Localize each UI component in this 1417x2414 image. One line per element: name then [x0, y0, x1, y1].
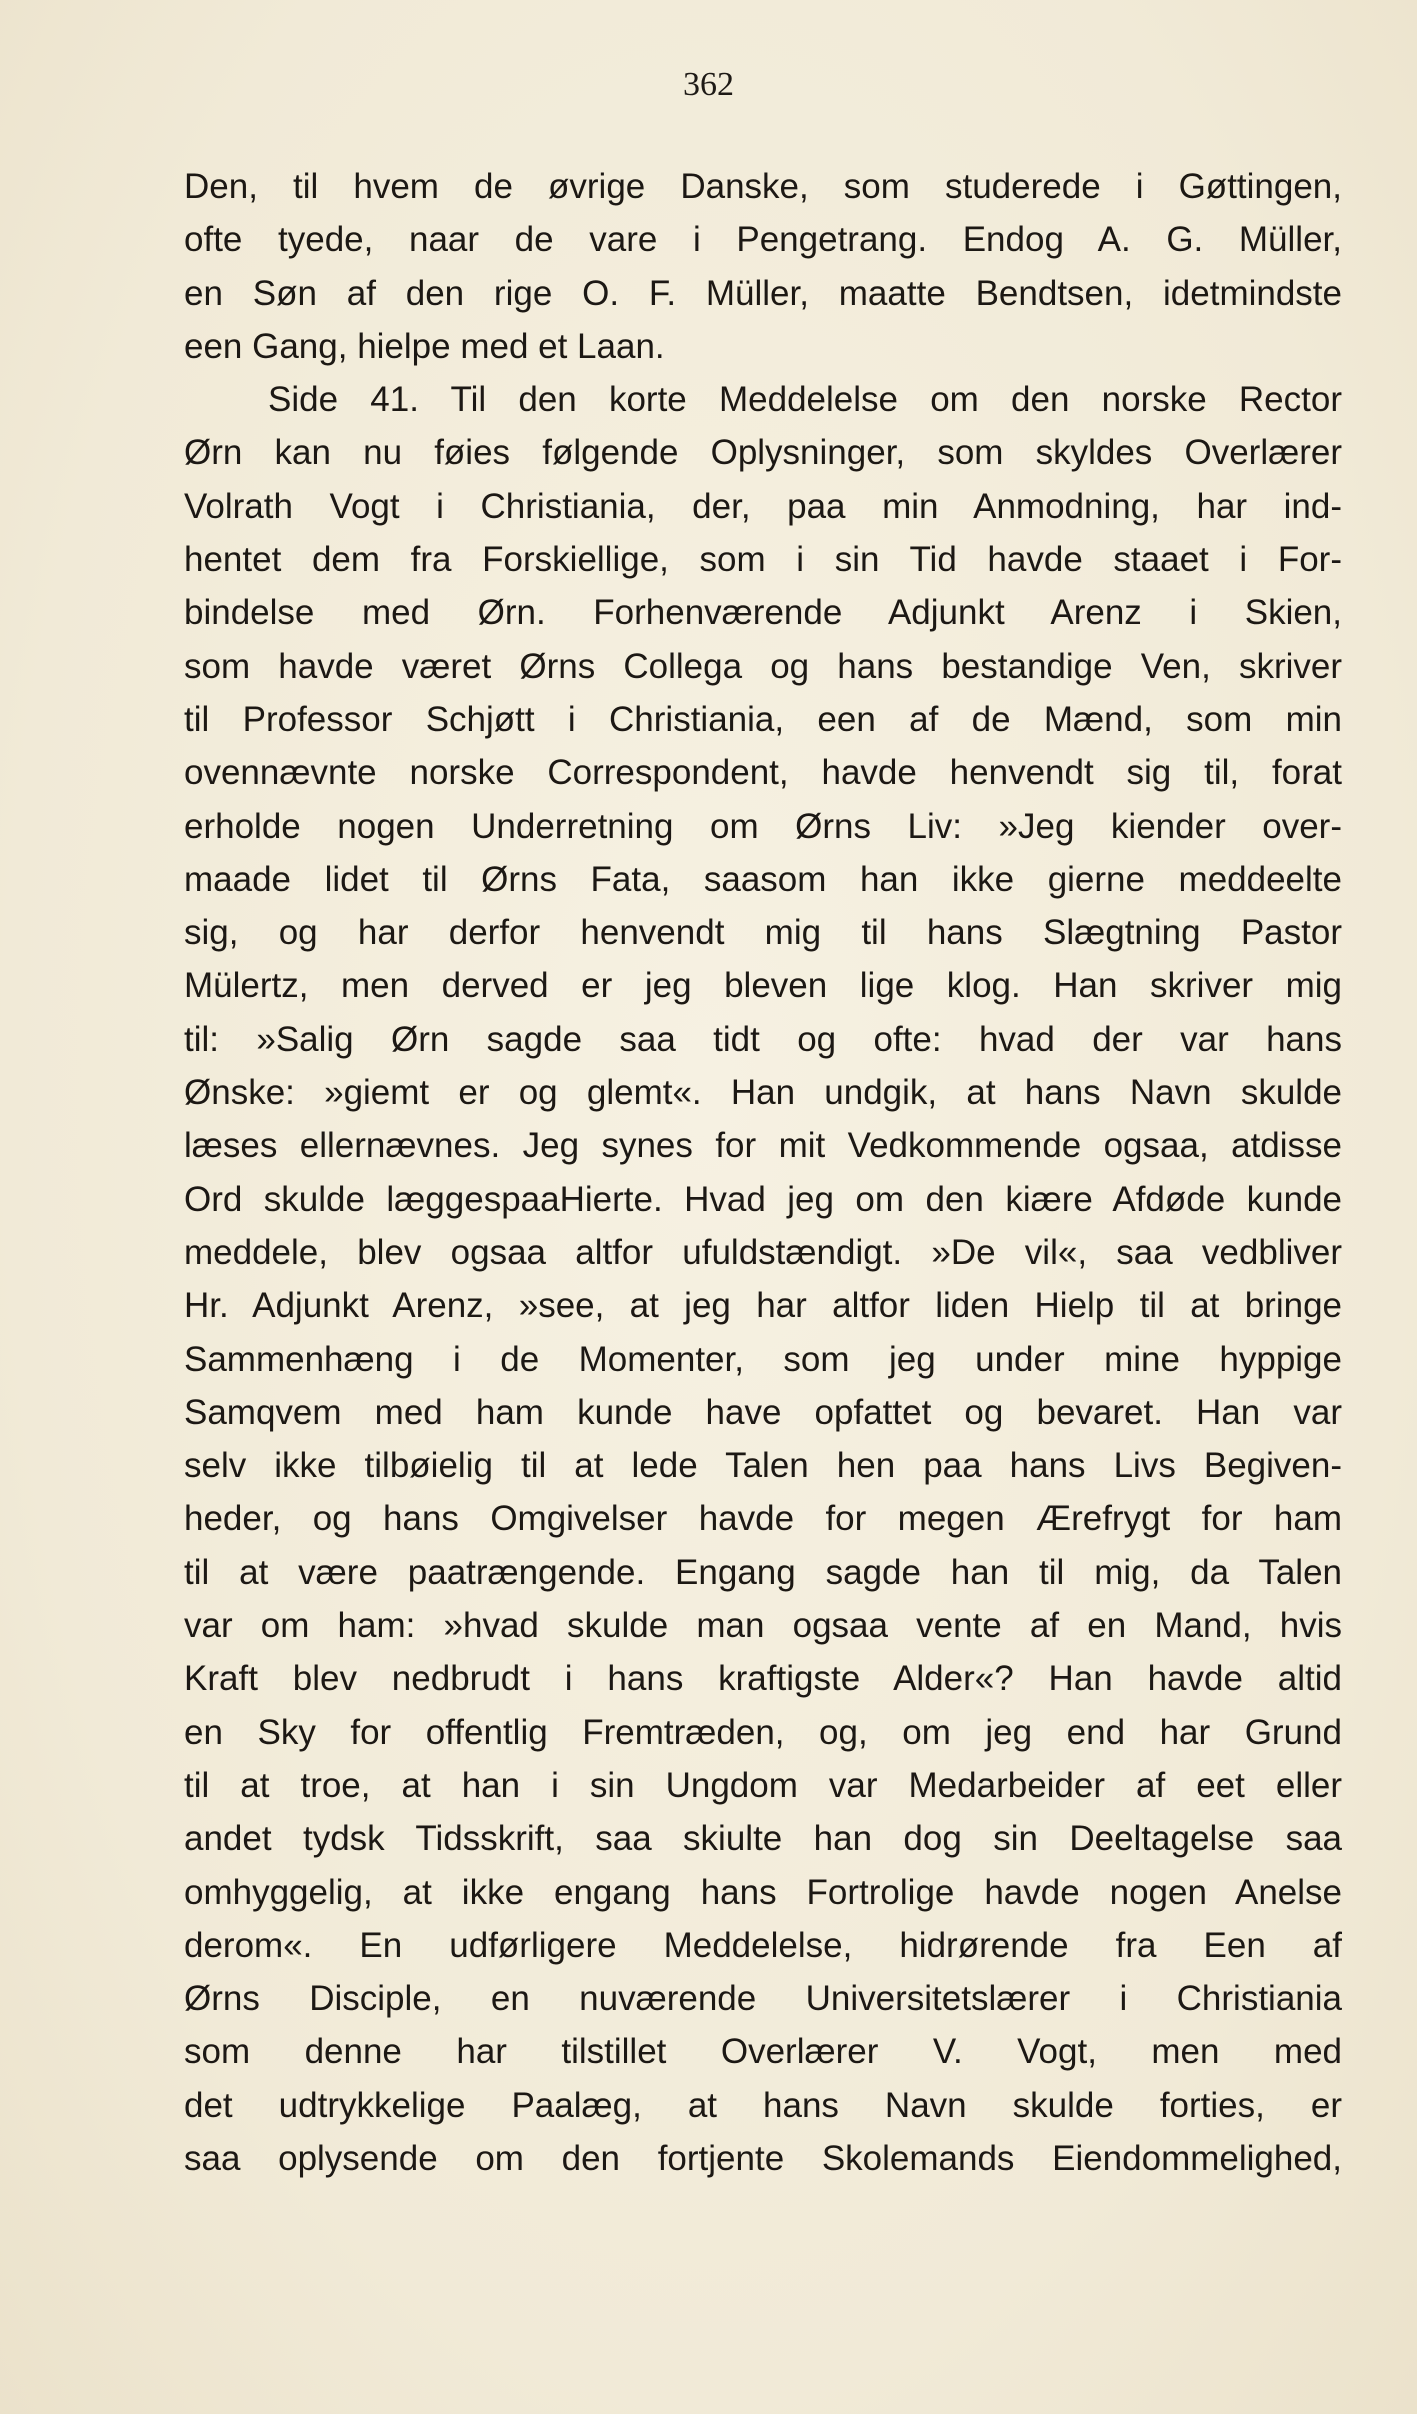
text-line: Kraft blev nedbrudt i hans kraftigste Alder«? Han havde altid — [184, 1659, 1342, 1699]
text-line: andet tydsk Tidsskrift, saa skiulte han dog sin Deeltagelse saa — [184, 1819, 1342, 1859]
text-line: til Professor Schjøtt i Christiania, een af de Mænd, som min — [184, 699, 1342, 739]
text-line: Ørn kan nu føies følgende Oplysninger, som skyldes Overlærer — [184, 433, 1342, 473]
text-line: til at troe, at han i sin Ungdom var Medarbeider af eet eller — [184, 1765, 1342, 1805]
text-line: Side 41. Til den korte Meddelelse om den norske Rector — [268, 380, 1342, 420]
text-line: en Sky for offentlig Fremtræden, og, om jeg end har Grund — [184, 1712, 1342, 1752]
text-line: var om ham: »hvad skulde man ogsaa vente af en Mand, hvis — [184, 1606, 1342, 1646]
text-line: Ørns Disciple, en nuværende Universitetslærer i Christiania — [184, 1979, 1342, 2019]
text-line: meddele, blev ogsaa altfor ufuldstændigt. »De vil«, saa vedbliver — [184, 1232, 1342, 1272]
text-line: selv ikke tilbøielig til at lede Talen hen paa hans Livs Begiven- — [184, 1446, 1342, 1486]
text-line: omhyggelig, at ikke engang hans Fortrolige havde nogen Anelse — [184, 1872, 1342, 1912]
text-line: sig, og har derfor henvendt mig til hans Slægtning Pastor — [184, 913, 1342, 953]
text-line: Volrath Vogt i Christiania, der, paa min Anmodning, har ind- — [184, 486, 1342, 526]
text-line: Hr. Adjunkt Arenz, »see, at jeg har altfor liden Hielp til at bringe — [184, 1286, 1342, 1326]
text-line: til: »Salig Ørn sagde saa tidt og ofte: hvad der var hans — [184, 1019, 1342, 1059]
text-line: Ord skulde læggespaaHierte. Hvad jeg om den kiære Afdøde kunde — [184, 1179, 1342, 1219]
text-line: læses ellernævnes. Jeg synes for mit Vedkommende ogsaa, atdisse — [184, 1126, 1342, 1166]
text-line: Sammenhæng i de Momenter, som jeg under mine hyppige — [184, 1339, 1342, 1379]
text-line: maade lidet til Ørns Fata, saasom han ikke gierne meddeelte — [184, 859, 1342, 899]
text-line: Den, til hvem de øvrige Danske, som studerede i Gøttingen, — [184, 167, 1342, 206]
text-line: som havde været Ørns Collega og hans bestandige Ven, skriver — [184, 646, 1342, 686]
text-line: som denne har tilstillet Overlærer V. Vogt, men med — [184, 2032, 1342, 2072]
text-line: Samqvem med ham kunde have opfattet og bevaret. Han var — [184, 1392, 1342, 1432]
text-line: Mülertz, men derved er jeg bleven lige klog. Han skriver mig — [184, 966, 1342, 1006]
text-line: ofte tyede, naar de vare i Pengetrang. Endog A. G. Müller, — [184, 220, 1342, 260]
text-line: hentet dem fra Forskiellige, som i sin Tid havde staaet i For- — [184, 540, 1342, 580]
text-line: bindelse med Ørn. Forhenværende Adjunkt Arenz i Skien, — [184, 593, 1342, 633]
text-line: heder, og hans Omgivelser havde for megen Ærefrygt for ham — [184, 1499, 1342, 1539]
text-line: erholde nogen Underretning om Ørns Liv: »Jeg kiender over- — [184, 806, 1342, 846]
body-text — [184, 160, 1342, 2185]
text-line: saa oplysende om den fortjente Skolemands Eiendommelighed, — [184, 2138, 1342, 2178]
text-line: ovennævnte norske Correspondent, havde henvendt sig til, forat — [184, 753, 1342, 793]
text-line: det udtrykkelige Paalæg, at hans Navn skulde forties, er — [184, 2085, 1342, 2125]
page-number: 362 — [683, 66, 734, 103]
text-line: en Søn af den rige O. F. Müller, maatte Bendtsen, idetmindste — [184, 273, 1342, 313]
text-line: Ønske: »giemt er og glemt«. Han undgik, at hans Navn skulde — [184, 1073, 1342, 1113]
text-line: een Gang, hielpe med et Laan. — [184, 326, 665, 366]
text-line: til at være paatrængende. Engang sagde han til mig, da Talen — [184, 1552, 1342, 1592]
text-line: derom«. En udførligere Meddelelse, hidrørende fra Een af — [184, 1925, 1342, 1965]
